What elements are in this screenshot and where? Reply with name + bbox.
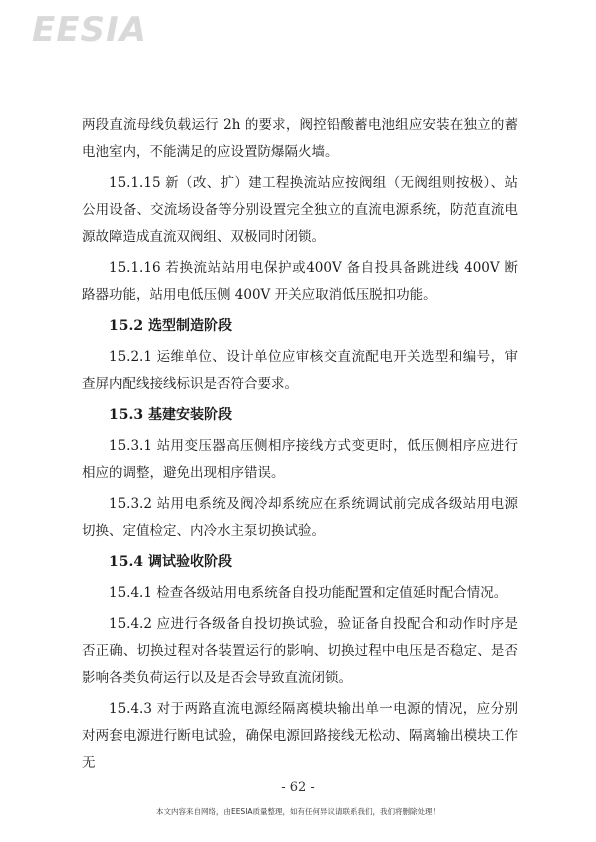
paragraph-15-1-15: 15.1.15 新（改、扩）建工程换流站应按阀组（无阀组则按极）、站公用设备、交流场设备等分别设置完全独立的直流电源系统，防范直流电源故障造成直流双阀组、双极同时闭锁。 xyxy=(82,175,518,245)
paragraph-15-1-16: 15.1.16 若换流站站用电保护或400V 备自投具备跳进线 400V 断路器功能，站用电低压侧 400V 开关应取消低压脱扣功能。 xyxy=(82,260,518,303)
paragraph-15-4-1: 15.4.1 检查各级站用电系统备自投功能配置和定值延时配合情况。 xyxy=(109,585,508,601)
section-heading-15-4: 15.4 调试验收阶段 xyxy=(109,554,232,570)
section-heading-15-3: 15.3 基建安装阶段 xyxy=(109,407,232,423)
footer-disclaimer: 本文内容来自网络，由EESIA质量整理，如有任何异议请联系我们，我们将删除处理！ xyxy=(155,807,441,816)
paragraph-continuation: 两段直流母线负载运行 2h 的要求，阀控铅酸蓄电池组应安装在独立的蓄电池室内，不能满足的应设置防爆隔火墙。 xyxy=(82,117,518,160)
document-body xyxy=(82,112,518,781)
paragraph-15-3-2: 15.3.2 站用电系统及阀冷却系统应在系统调试前完成各级站用电源切换、定值检定、内冷水主泵切换试验。 xyxy=(82,496,518,539)
eesia-logo: EESIA xyxy=(32,10,147,50)
paragraph-15-4-2: 15.4.2 应进行各级备自投切换试验，验证备自投配合和动作时序是否正确、切换过程对各装置运行的影响、切换过程中电压是否稳定、是否影响各类负荷运行以及是否会导致直流闭锁。 xyxy=(82,616,518,686)
page-number: - 62 - xyxy=(281,780,315,795)
paragraph-15-4-3: 15.4.3 对于两路直流电源经隔离模块输出单一电源的情况，应分别对两套电源进行断电试验，确保电源回路接线无松动、隔离输出模块工作无 xyxy=(82,701,518,771)
paragraph-15-2-1: 15.2.1 运维单位、设计单位应审核交直流配电开关选型和编号，审查屏内配线接线标识是否符合要求。 xyxy=(82,349,518,392)
paragraph-15-3-1: 15.3.1 站用变压器高压侧相序接线方式变更时，低压侧相序应进行相应的调整，避免出现相序错误。 xyxy=(82,438,518,481)
section-heading-15-2: 15.2 选型制造阶段 xyxy=(109,318,232,334)
